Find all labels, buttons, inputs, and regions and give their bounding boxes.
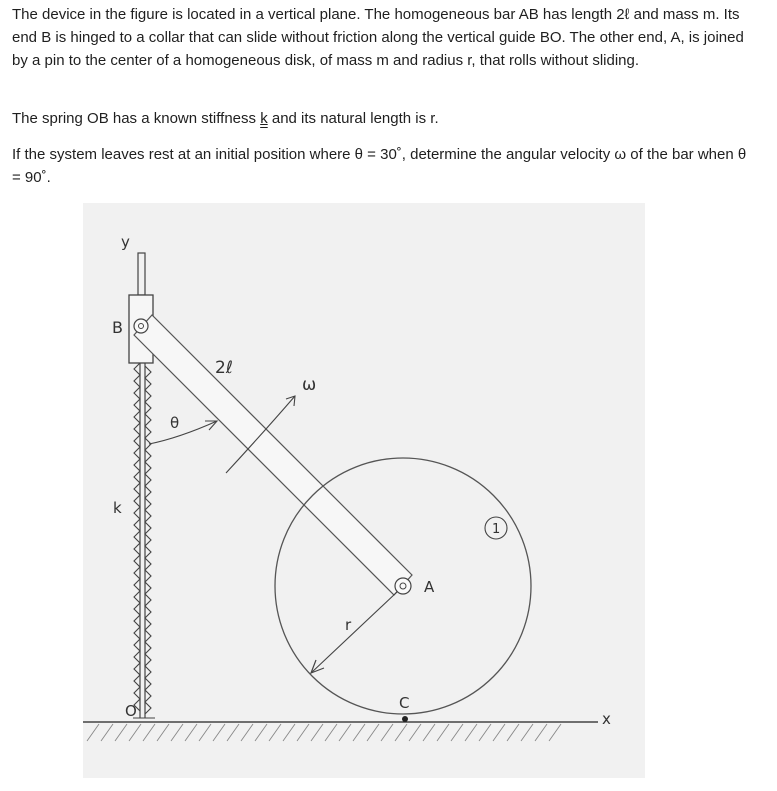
label-omega: ω — [302, 375, 317, 395]
problem-text-3: If the system leaves rest at an initial position where θ = 30˚, determine the angular velocity ω of the bar when θ = 90˚. — [12, 146, 747, 186]
pin-A — [395, 578, 411, 594]
label-bar-length: 2ℓ — [215, 358, 233, 378]
label-point-O: O — [125, 702, 137, 720]
bar-AB — [134, 315, 412, 595]
label-point-A: A — [424, 578, 435, 596]
label-disk-number: 1 — [492, 522, 501, 537]
ground-hatching — [87, 724, 561, 741]
mechanism-figure — [83, 203, 645, 778]
spring-coil-right — [145, 366, 151, 714]
problem-text-2 — [12, 107, 752, 130]
guide-rod-top — [138, 253, 145, 295]
label-point-B: B — [112, 318, 123, 337]
contact-point-C — [402, 716, 408, 722]
problem-paragraph-1 — [12, 3, 752, 72]
label-radius-r: r — [345, 616, 352, 634]
label-spring-k: k — [113, 499, 122, 517]
problem-paragraph-2 — [12, 107, 752, 130]
label-y-axis: y — [121, 233, 130, 251]
spring-text-end: and its natural length is r. — [267, 110, 439, 127]
spring-coil-left — [134, 363, 140, 711]
label-angle-theta: θ — [170, 414, 180, 432]
spring-text-start: The spring OB has a known stiffness — [12, 110, 261, 127]
mechanism-diagram — [83, 203, 645, 778]
angle-theta-arc — [149, 421, 217, 444]
label-point-C: C — [399, 694, 410, 712]
radius-line — [311, 592, 397, 673]
problem-paragraph-3 — [12, 143, 752, 189]
hinge-B — [134, 319, 148, 333]
label-x-axis: x — [602, 710, 611, 728]
spring-stiffness-symbol: k — [260, 110, 268, 127]
problem-text-1: The device in the figure is located in a vertical plane. The homogeneous bar AB has length 2ℓ and mass m. Its end B is hinged to a collar that can slide without friction along the vertical guide BO. The other end, A, is joined by a pin to the center of a homogeneous disk, of mass m and radius r, that rolls without sliding. — [12, 6, 744, 69]
